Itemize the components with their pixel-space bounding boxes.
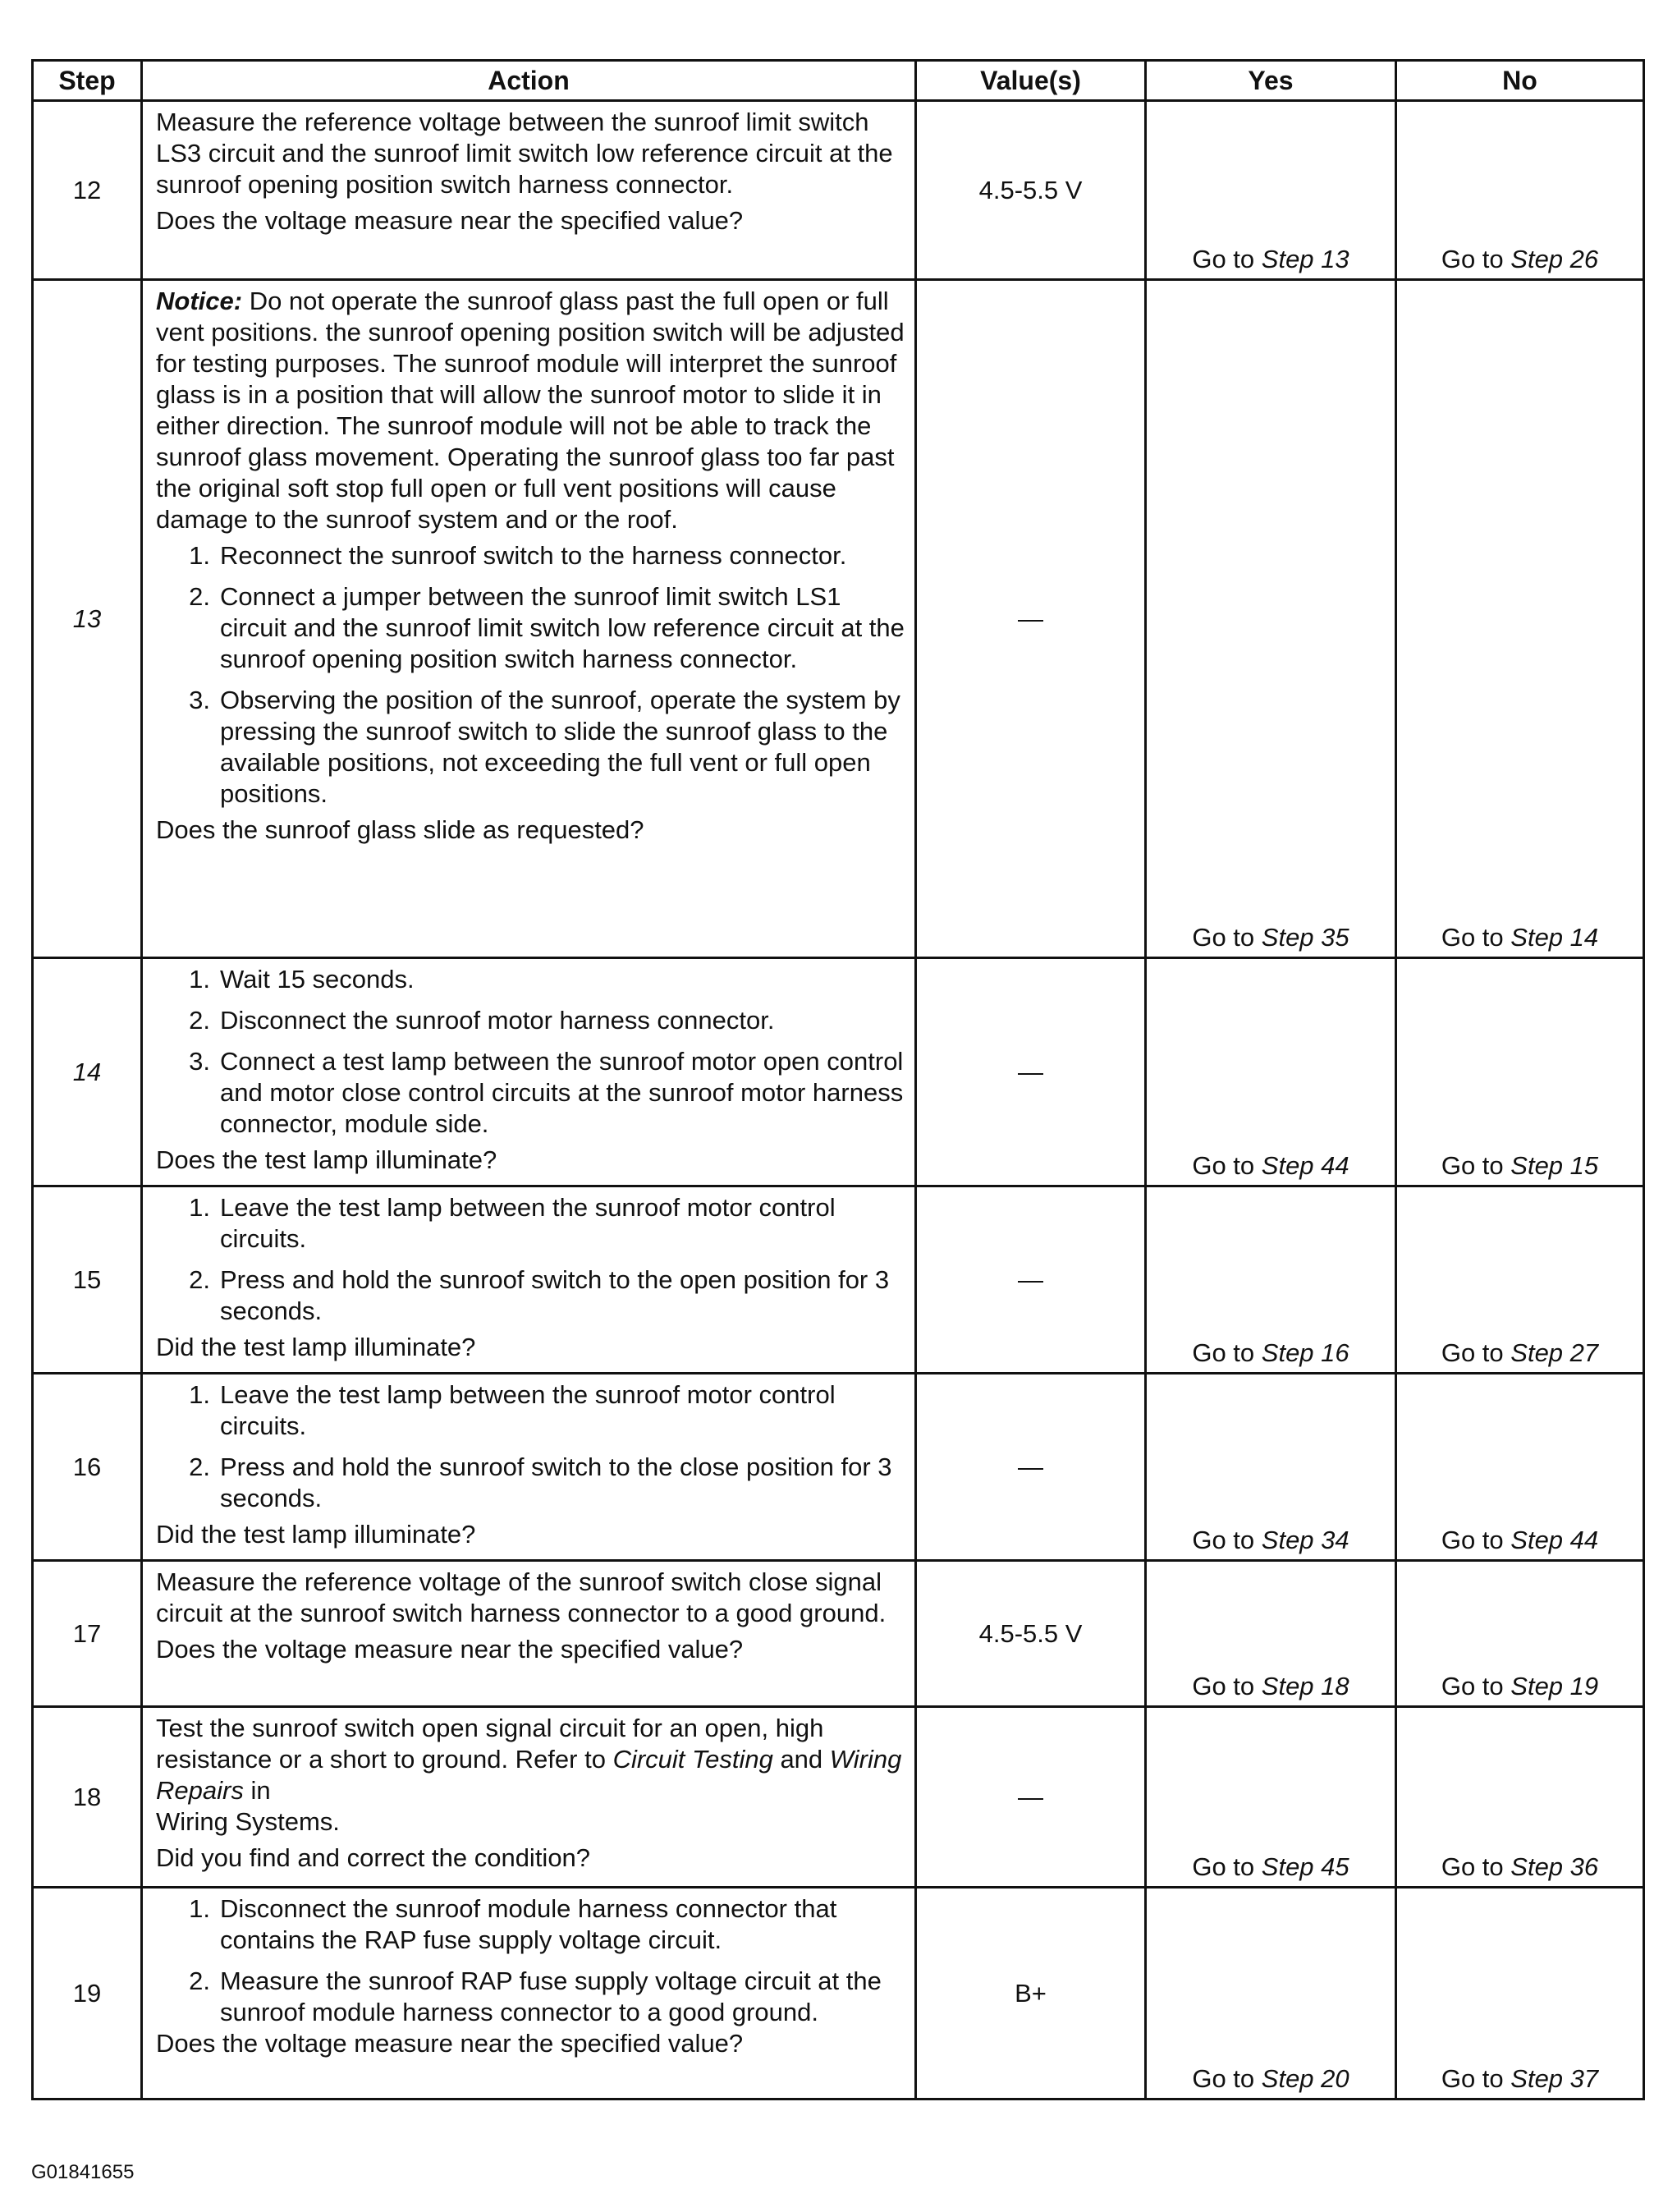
list-item [156, 1005, 905, 1036]
no-cell [1396, 1888, 1644, 2100]
list-item [156, 964, 905, 995]
step-number: 18 [33, 1707, 142, 1888]
yes-prefix: Go to [1192, 1151, 1262, 1180]
list-item [156, 685, 905, 810]
yes-cell [1146, 1561, 1396, 1707]
item-number: 2. [189, 1452, 210, 1481]
table-row [33, 280, 1644, 958]
step-number: 19 [33, 1888, 142, 2100]
ref-circuit-testing[interactable]: Circuit Testing [612, 1745, 773, 1774]
yes-cell [1146, 1374, 1396, 1561]
item-text: Disconnect the sunroof module harness connector that contains the RAP fuse supply voltage circuit. [220, 1894, 837, 1954]
action-question: Did the test lamp illuminate? [156, 1520, 476, 1549]
item-number: 2. [189, 1006, 210, 1035]
step-number: 16 [33, 1374, 142, 1561]
yes-prefix: Go to [1192, 245, 1262, 273]
no-cell [1396, 958, 1644, 1186]
action-text-part: Test the sunroof switch open signal circuit for an open, high resistance or a short to ground. Refer to [156, 1714, 824, 1774]
no-cell [1396, 101, 1644, 280]
header-no: No [1396, 61, 1644, 101]
list-item [156, 1379, 905, 1442]
yes-step-link[interactable]: Step 45 [1261, 1852, 1349, 1881]
figure-id: G01841655 [31, 2161, 135, 2183]
no-prefix: Go to [1441, 1151, 1511, 1180]
yes-cell [1146, 280, 1396, 958]
item-text: Wait 15 seconds. [220, 965, 415, 994]
yes-cell [1146, 1707, 1396, 1888]
list-item [156, 1966, 905, 2028]
yes-step-link[interactable]: Step 13 [1261, 245, 1349, 273]
step-number: 15 [33, 1186, 142, 1374]
header-values: Value(s) [916, 61, 1146, 101]
item-text: Leave the test lamp between the sunroof motor control circuits. [220, 1193, 836, 1253]
list-item [156, 581, 905, 675]
action-cell [142, 1888, 916, 2100]
no-step-link[interactable]: Step 27 [1510, 1338, 1599, 1367]
action-question: Does the test lamp illuminate? [156, 1145, 497, 1174]
header-row [33, 61, 1644, 101]
no-cell [1396, 1374, 1644, 1561]
notice-label: Notice: [156, 287, 243, 315]
step-number: 13 [33, 280, 142, 958]
no-prefix: Go to [1441, 2064, 1511, 2093]
item-number: 1. [189, 965, 210, 994]
list-item [156, 1192, 905, 1255]
yes-cell [1146, 1186, 1396, 1374]
list-item [156, 1893, 905, 1956]
no-prefix: Go to [1441, 1338, 1511, 1367]
table-row [33, 1888, 1644, 2100]
value-cell: B+ [916, 1888, 1146, 2100]
no-step-link[interactable]: Step 19 [1510, 1672, 1599, 1700]
yes-prefix: Go to [1192, 1852, 1262, 1881]
item-text: Press and hold the sunroof switch to the close position for 3 seconds. [220, 1452, 892, 1512]
action-steps-list [156, 1893, 905, 2028]
item-number: 3. [189, 686, 210, 714]
item-number: 3. [189, 1047, 210, 1076]
action-cell [142, 1707, 916, 1888]
yes-step-link[interactable]: Step 34 [1261, 1526, 1349, 1554]
notice-body: Do not operate the sunroof glass past the full open or full vent positions. the sunroof opening position switch will be adjusted for testing purposes. The sunroof module will interpret the sunroof glass is in a position that will allow the sunroof motor to slide it in either direction. The sunroof module will not be able to track the sunroof glass movement. Operating the sunroof glass too far past the original soft stop full open or full vent positions will cause damage to the sunroof system and or the roof. [156, 287, 905, 534]
step-number: 17 [33, 1561, 142, 1707]
yes-step-link[interactable]: Step 20 [1261, 2064, 1349, 2093]
no-cell [1396, 1186, 1644, 1374]
item-number: 2. [189, 1966, 210, 1995]
action-steps-list [156, 964, 905, 1140]
value-cell: — [916, 958, 1146, 1186]
table-row [33, 101, 1644, 280]
action-question: Did you find and correct the condition? [156, 1843, 591, 1872]
yes-prefix: Go to [1192, 1338, 1262, 1367]
action-cell [142, 958, 916, 1186]
yes-prefix: Go to [1192, 1672, 1262, 1700]
yes-step-link[interactable]: Step 35 [1261, 923, 1349, 952]
yes-cell [1146, 1888, 1396, 2100]
item-number: 1. [189, 1193, 210, 1222]
no-cell [1396, 1561, 1644, 1707]
action-question: Does the voltage measure near the specified value? [156, 1635, 744, 1664]
no-prefix: Go to [1441, 923, 1511, 952]
no-cell [1396, 280, 1644, 958]
yes-prefix: Go to [1192, 923, 1262, 952]
item-text: Connect a jumper between the sunroof limit switch LS1 circuit and the sunroof limit switch low reference circuit at the sunroof opening position switch harness connector. [220, 582, 905, 673]
action-cell [142, 1561, 916, 1707]
table-row [33, 958, 1644, 1186]
action-text-part: in [243, 1776, 271, 1805]
diagnostic-table [31, 59, 1645, 2100]
ref-wiring-repairs[interactable]: Wiring Repairs [156, 1745, 902, 1805]
list-item [156, 1046, 905, 1140]
value-cell: — [916, 1707, 1146, 1888]
table-row [33, 1561, 1644, 1707]
action-question: Did the test lamp illuminate? [156, 1333, 476, 1361]
yes-cell [1146, 958, 1396, 1186]
list-item [156, 540, 905, 571]
no-step-link[interactable]: Step 36 [1510, 1852, 1599, 1881]
item-text: Leave the test lamp between the sunroof motor control circuits. [220, 1380, 836, 1440]
step-number: 14 [33, 958, 142, 1186]
table-row [33, 1707, 1644, 1888]
notice-text [156, 286, 905, 535]
yes-prefix: Go to [1192, 1526, 1262, 1554]
value-cell: — [916, 1374, 1146, 1561]
no-step-link[interactable]: Step 44 [1510, 1526, 1599, 1554]
action-steps-list [156, 1379, 905, 1514]
table-row [33, 1186, 1644, 1374]
item-text: Connect a test lamp between the sunroof motor open control and motor close control circuits at the sunroof motor harness connector, module side. [220, 1047, 904, 1138]
no-step-link[interactable]: Step 26 [1510, 245, 1599, 273]
item-number: 1. [189, 541, 210, 570]
value-cell: — [916, 280, 1146, 958]
yes-step-link[interactable]: Step 16 [1261, 1338, 1349, 1367]
action-question: Does the voltage measure near the specified value? [156, 206, 744, 235]
item-text: Disconnect the sunroof motor harness connector. [220, 1006, 775, 1035]
action-text-part: and [772, 1745, 830, 1774]
item-text: Measure the sunroof RAP fuse supply voltage circuit at the sunroof module harness connector to a good ground. [220, 1966, 882, 2026]
item-text: Press and hold the sunroof switch to the open position for 3 seconds. [220, 1265, 890, 1325]
yes-prefix: Go to [1192, 2064, 1262, 2093]
header-step: Step [33, 61, 142, 101]
step-number: 12 [33, 101, 142, 280]
no-prefix: Go to [1441, 1672, 1511, 1700]
action-text-part: Wiring Systems. [156, 1807, 340, 1836]
action-cell [142, 1374, 916, 1561]
no-cell [1396, 1707, 1644, 1888]
action-cell [142, 1186, 916, 1374]
item-text: Reconnect the sunroof switch to the harness connector. [220, 541, 847, 570]
no-prefix: Go to [1441, 1526, 1511, 1554]
action-steps-list [156, 1192, 905, 1327]
action-question: Does the voltage measure near the specified value? [156, 2029, 744, 2058]
item-number: 1. [189, 1894, 210, 1923]
action-question: Does the sunroof glass slide as requested? [156, 815, 644, 844]
yes-cell [1146, 101, 1396, 280]
list-item [156, 1452, 905, 1514]
item-number: 1. [189, 1380, 210, 1409]
no-step-link[interactable]: Step 15 [1510, 1151, 1599, 1180]
yes-step-link[interactable]: Step 18 [1261, 1672, 1349, 1700]
action-steps-list [156, 540, 905, 810]
action-text: Measure the reference voltage between the sunroof limit switch LS3 circuit and the sunroof limit switch low reference circuit at the sunroof opening position switch harness connector. [156, 108, 893, 199]
item-text: Observing the position of the sunroof, operate the system by pressing the sunroof switch to slide the sunroof glass to the available positions, not exceeding the full vent or full open positions. [220, 686, 900, 808]
action-cell [142, 280, 916, 958]
action-text [156, 1713, 905, 1838]
action-text: Measure the reference voltage of the sunroof switch close signal circuit at the sunroof switch harness connector to a good ground. [156, 1567, 887, 1627]
no-prefix: Go to [1441, 245, 1511, 273]
no-prefix: Go to [1441, 1852, 1511, 1881]
table-row [33, 1374, 1644, 1561]
value-cell: 4.5-5.5 V [916, 1561, 1146, 1707]
no-step-link[interactable]: Step 14 [1510, 923, 1599, 952]
yes-step-link[interactable]: Step 44 [1261, 1151, 1349, 1180]
action-cell [142, 101, 916, 280]
header-yes: Yes [1146, 61, 1396, 101]
no-step-link[interactable]: Step 37 [1510, 2064, 1599, 2093]
item-number: 2. [189, 1265, 210, 1294]
value-cell: 4.5-5.5 V [916, 101, 1146, 280]
item-number: 2. [189, 582, 210, 611]
header-action: Action [142, 61, 916, 101]
value-cell: — [916, 1186, 1146, 1374]
list-item [156, 1264, 905, 1327]
